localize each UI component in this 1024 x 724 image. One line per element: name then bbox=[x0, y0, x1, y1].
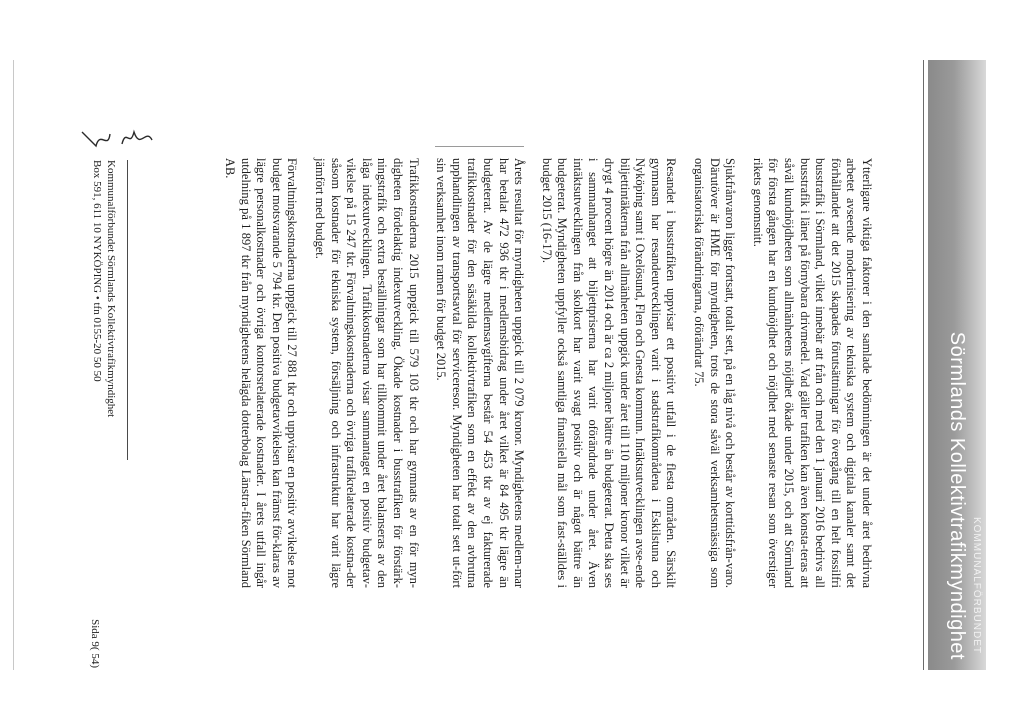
page-edge-line bbox=[13, 60, 14, 670]
letterhead-org-name: Sörmlands Kollektivtrafikmyndighet bbox=[946, 331, 968, 660]
paragraph: Årets resultat för myndigheten uppgick till 2 079 kronor. Myndighetens medlem-mar har betalat 472 936 tkr i medlemsbidrag under året vilket är 84 495 tkr lägre än budgeterat. Av de lägre medlemsavgifterna består 54 453 tkr av ej fakturerade trafikkostnader för den säsäkilda kollektivtrafiken som en effekt av den avbrutna upphandlingen av transportsavtal för serviceresor. Myndigheten har totalt sett ut-fört sin verksamhet inom ramen för budget 2015. bbox=[434, 158, 527, 588]
paragraph: Resandet i busstrafiken uppvisar ett positivt utfall i de flesta områden. Särskilt gymnasm har resandeutvecklingen varit i stadstrafikområdena i Eskilstuna och Nyköping samt i Oxelösund, Flen och Gnesta kommun. Intäktsutvecklingen avse-ende biljettintäkterna från allmänheten uppgick under året till 110 miljoner kronor vilket är drygt 4 procent högre än 2014 och är ca 2 miljoner bättre än budgeterat. Detta ska ses i sammanhanget att biljettpriserna har varit oförändrade under året. Även intäktsutvecklingen från skolkort har varit svagt positiv och är något bättre än budgeterat. Myndigheten uppfyller också samtliga finansiella mål som fast-ställdes i budget 2015 (16-17). bbox=[539, 158, 679, 588]
paragraph: Förvaltningskostnaderna uppgick till 27 881 tkr och uppvisar en positiv avvikelse mot budget motsvarande 5 794 tkr. Den positiva budgetavvikelsen kan främst för-klaras av lägre personalkostnader och övriga kontorsrelaterade kostnader. I årets utfall ingår utdelning på 1 897 tkr från myndighetens helägda dotterbolag Länstra-fiken Sörmland AB. bbox=[223, 158, 300, 588]
footer-divider bbox=[127, 160, 128, 460]
footer-address-line1: Kommunalförbundet Sörmlands Kollektivtrafikmyndighet bbox=[105, 160, 117, 418]
paragraph: Trafikkostnaderna 2015 uppgick till 579 103 tkr och har gymnats av en för myn-digheten fördelaktig indexutveckling. Ökade kostnader i busstrafiken för förstärk-ningstrafik och extra beställningar som har tillkommit under året balanseras av den låga indexutvecklingen. Trafikkostnaderna visar sammantaget en positiv budgetav-vikelse på 15 247 tkr. Förvaltningskostnaderna och övriga trafikrelaterade kostna-der såsom kostnader för tekniska system, försäljning och infrastruktur har varit lägre jämfört med budget. bbox=[313, 158, 421, 588]
footer-address-line2: Box 591, 611 10 NYKÖPING • tfn 0155-20 50 50 bbox=[91, 160, 103, 382]
page-footer bbox=[68, 160, 128, 668]
letterhead-org-type: KOMMUNALFÖRBUNDET bbox=[971, 516, 982, 654]
letterhead bbox=[928, 0, 1024, 724]
body-text bbox=[209, 158, 874, 588]
paragraph: Sjukfrånvaron ligger fortsatt, totalt sett, på en låg nivå och består av korttidsfrån-varo. Därutöver är HME för myndigheten, trots de stora såväl verksamhetsmässiga som organisatoriska förändringarna, oförändrat 75. bbox=[692, 158, 738, 588]
paragraph: Ytterligare viktiga faktorer i den samlade bedömningen är det under året bedrivna arbetet avseende modernisering av tekniska system och digitala kanaler samt det förhållandet att det 2015 skapades förutsättningar för övergång till en helt fossilfri busstrafik i Sörmland, vilket innebär att från och med den 1 januari 2016 bedrivs all busstrafik i länet på förnybara drivmedel. Vad gäller trafiken kan även konsta-teras att såväl kundnöjdheten som allmänhetens nöjdhet ökade under 2015, och att Sörmland för första gången har en kundnöjdhet och nöjdhet med senaste resan som överstiger rikets genomsnitt. bbox=[750, 158, 874, 588]
handwritten-signature bbox=[76, 120, 156, 160]
page-number: Sida 9( 54) bbox=[89, 619, 101, 668]
header-divider bbox=[923, 60, 924, 670]
